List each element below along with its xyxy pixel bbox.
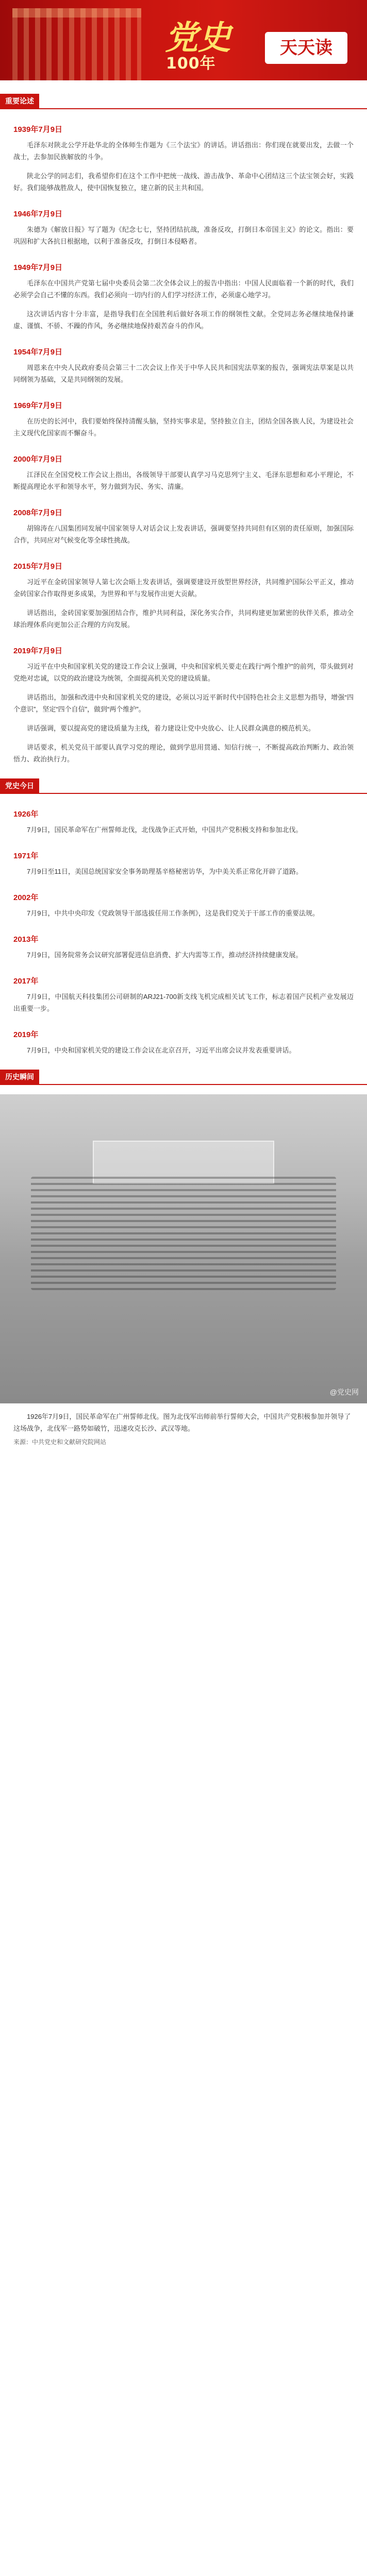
event-text: 7月9日至11日，美国总统国家安全事务助理基辛格秘密访华，为中美关系正常化开辟了道路。 xyxy=(27,868,303,875)
events-list xyxy=(0,808,367,1056)
speech-paragraph: 周恩来在中央人民政府委员会第三十二次会议上作关于中华人民共和国宪法草案的报告，强调宪法草案是以共同纲领为基础，又是共同纲领的发展。 xyxy=(13,364,354,383)
speeches-list xyxy=(0,124,367,765)
speech-date: 1969年7月9日 xyxy=(13,401,63,410)
section-header-events xyxy=(0,778,367,794)
speech-date: 2008年7月9日 xyxy=(13,509,63,517)
speech-paragraph: 朱德为《解放日报》写了题为《纪念七七，坚持团结抗战，准备反攻，打倒日本帝国主义》的论文。指出：要巩固和扩大各抗日根据地，以利于准备反攻，打倒日本侵略者。 xyxy=(13,226,354,245)
speech-date: 1946年7月9日 xyxy=(13,210,63,218)
source-note: 来源：中共党史和文献研究院网站 xyxy=(13,1438,107,1446)
banner-number: 100年 xyxy=(166,55,216,73)
speech-paragraph: 习近平在金砖国家领导人第七次会晤上发表讲话，强调要建设开放型世界经济，共同维护国际公平正义，推动金砖国家合作取得更多成果，为世界和平与发展作出更大贡献。 xyxy=(13,578,354,598)
photo-crowd xyxy=(31,1177,336,1290)
speech-date: 1954年7月9日 xyxy=(13,348,63,357)
speech-paragraph: 毛泽东在中国共产党第七届中央委员会第二次全体会议上的报告中指出：中国人民面临着一个新的时代，我们必须学会自己不懂的东西。我们必须向一切内行的人们学习经济工作，必须虚心地学习。 xyxy=(13,279,354,299)
event-text: 7月9日，国务院常务会议研究部署促进信息消费、扩大内需等工作，推动经济持续健康发展。 xyxy=(27,951,303,959)
banner-badge: 天天读 xyxy=(265,32,347,64)
speech-date: 2019年7月9日 xyxy=(13,647,63,655)
speech-date: 1949年7月9日 xyxy=(13,263,63,272)
speech-paragraph: 习近平在中央和国家机关党的建设工作会议上强调，中央和国家机关要走在践行“两个维护”的前列，带头做到对党绝对忠诚，以党的政治建设为统领，全面提高机关党的建设质量。 xyxy=(13,663,354,682)
speech-paragraph: 讲话指出，金砖国家要加强团结合作，维护共同利益，深化务实合作，共同构建更加紧密的伙伴关系，推动全球治理体系向更加公正合理的方向发展。 xyxy=(13,609,354,629)
speech-date: 1939年7月9日 xyxy=(13,125,63,134)
photo-caption: 1926年7月9日，国民革命军在广州誓师北伐。图为北伐军出师前举行誓师大会，中国共产党积极参加并领导了这场战争，北伐军一路势如破竹，迅速攻克长沙、武汉等地。 xyxy=(13,1413,351,1432)
event-year: 2002年 xyxy=(13,893,39,902)
event-year: 1971年 xyxy=(13,852,39,860)
section-header-photo xyxy=(0,1070,367,1085)
section-title: 党史今日 xyxy=(0,778,39,793)
event-text: 7月9日，中国航天科技集团公司研制的ARJ21-700新支线飞机完成相关试飞工作，标志着国产民机产业发展迈出重要一步。 xyxy=(13,993,354,1012)
header-banner xyxy=(0,0,367,80)
event-year: 2019年 xyxy=(13,1030,39,1039)
event-text: 7月9日，国民革命军在广州誓师北伐，北伐战争正式开始，中国共产党积极支持和参加北伐。 xyxy=(27,826,303,834)
event-year: 2013年 xyxy=(13,935,39,944)
section-title: 重要论述 xyxy=(0,94,39,108)
speech-paragraph: 这次讲话内容十分丰富，是指导我们在全国胜利后做好各项工作的纲领性文献。全党同志务必继续地保持谦虚、谨慎、不骄、不躁的作风，务必继续地保持艰苦奋斗的作风。 xyxy=(13,310,354,330)
event-text: 7月9日，中共中央印发《党政领导干部选拔任用工作条例》，这是我们党关于干部工作的重要法规。 xyxy=(27,909,319,917)
speech-paragraph: 陕北公学的同志们，我希望你们在这个工作中把统一战线、游击战争、革命中心团结这三个法宝领会好，实践好。我们能够战胜敌人，使中国恢复独立，建立新的民主共和国。 xyxy=(13,172,354,192)
section-header-speeches xyxy=(0,94,367,109)
speech-paragraph: 讲话强调，要以提高党的建设质量为主线，着力建设让党中央放心、让人民群众满意的模范机关。 xyxy=(27,724,315,732)
historical-photo xyxy=(0,1094,367,1403)
speech-paragraph: 江泽民在全国党校工作会议上指出，各级领导干部要认真学习马克思列宁主义、毛泽东思想和邓小平理论，不断提高理论水平和领导水平，努力做到为民、务实、清廉。 xyxy=(13,471,354,490)
banner-title: 党史 xyxy=(165,19,231,57)
speech-date: 2000年7月9日 xyxy=(13,455,63,464)
speech-paragraph: 在历史的长河中，我们要始终保持清醒头脑，坚持实事求是，坚持独立自主，团结全国各族人民，为建设社会主义现代化国家而不懈奋斗。 xyxy=(13,417,354,437)
speech-paragraph: 讲话要求，机关党员干部要认真学习党的理论，做到学思用贯通、知信行统一，不断提高政治判断力、政治领悟力、政治执行力。 xyxy=(13,743,354,763)
speech-paragraph: 毛泽东对陕北公学开赴华北的全体师生作题为《三个法宝》的讲话。讲话指出：你们现在就要出发，去做一个战士，去参加民族解放的斗争。 xyxy=(13,141,354,161)
event-year: 1926年 xyxy=(13,810,39,819)
section-title: 历史瞬间 xyxy=(0,1070,39,1084)
speech-paragraph: 讲话指出，加强和改进中央和国家机关党的建设，必须以习近平新时代中国特色社会主义思想为指导，增强“四个意识”，坚定“四个自信”，做到“两个维护”。 xyxy=(13,693,354,713)
event-text: 7月9日，中央和国家机关党的建设工作会议在北京召开，习近平出席会议并发表重要讲话。 xyxy=(27,1046,296,1054)
speech-date: 2015年7月9日 xyxy=(13,562,63,571)
event-year: 2017年 xyxy=(13,977,39,986)
speech-paragraph: 胡锦涛在八国集团同发展中国家领导人对话会议上发表讲话，强调要坚持共同但有区别的责任原则，加强国际合作，共同应对气候变化等全球性挑战。 xyxy=(13,524,354,544)
building-illustration xyxy=(12,8,141,80)
photo-watermark: @党史网 xyxy=(329,1388,359,1396)
